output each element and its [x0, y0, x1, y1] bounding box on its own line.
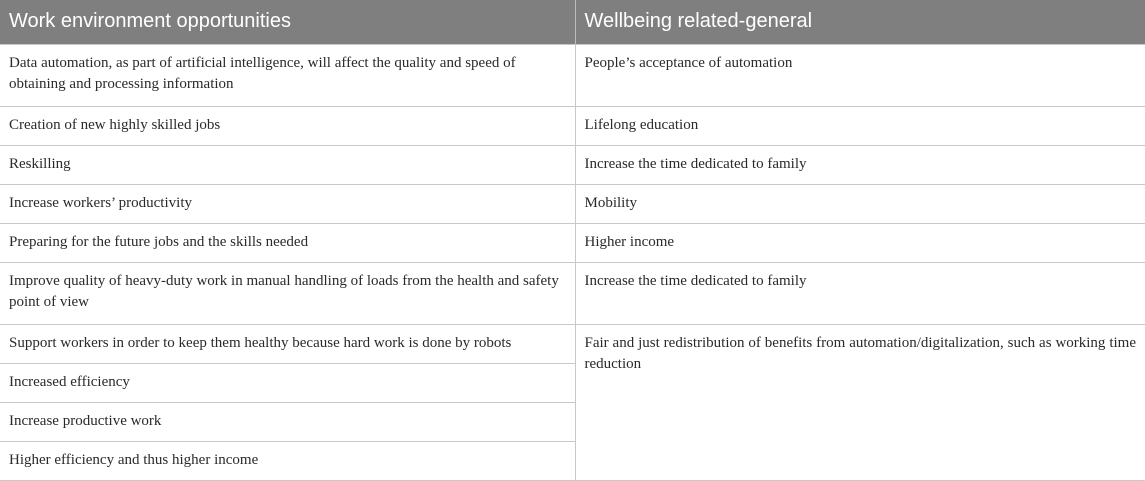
wellbeing-cell: Increase the time dedicated to family — [575, 262, 1145, 324]
table-row — [0, 223, 1145, 262]
work-cell: Creation of new highly skilled jobs — [0, 106, 575, 145]
work-cell: Data automation, as part of artificial intelligence, will affect the quality and speed of obtaining and processing information — [0, 44, 575, 106]
header-wellbeing: Wellbeing related-general — [575, 0, 1145, 44]
wellbeing-cell: Lifelong education — [575, 106, 1145, 145]
wellbeing-cell: Increase the time dedicated to family — [575, 145, 1145, 184]
header-row — [0, 0, 1145, 44]
work-cell: Increase productive work — [0, 402, 575, 441]
work-cell: Support workers in order to keep them healthy because hard work is done by robots — [0, 324, 575, 363]
work-cell: Improve quality of heavy-duty work in manual handling of loads from the health and safety point of view — [0, 262, 575, 324]
table-row — [0, 145, 1145, 184]
table-row — [0, 324, 1145, 363]
work-cell: Reskilling — [0, 145, 575, 184]
table-row — [0, 262, 1145, 324]
wellbeing-cell: People’s acceptance of automation — [575, 44, 1145, 106]
table-row — [0, 184, 1145, 223]
table-row — [0, 44, 1145, 106]
wellbeing-cell: Higher income — [575, 223, 1145, 262]
wellbeing-cell: Mobility — [575, 184, 1145, 223]
wellbeing-cell: Fair and just redistribution of benefits from automation/digitalization, such as working time reduction — [575, 324, 1145, 480]
work-cell: Higher efficiency and thus higher income — [0, 441, 575, 480]
table-row — [0, 106, 1145, 145]
work-cell: Increased efficiency — [0, 363, 575, 402]
work-cell: Preparing for the future jobs and the skills needed — [0, 223, 575, 262]
header-work-environment: Work environment opportunities — [0, 0, 575, 44]
work-cell: Increase workers’ productivity — [0, 184, 575, 223]
